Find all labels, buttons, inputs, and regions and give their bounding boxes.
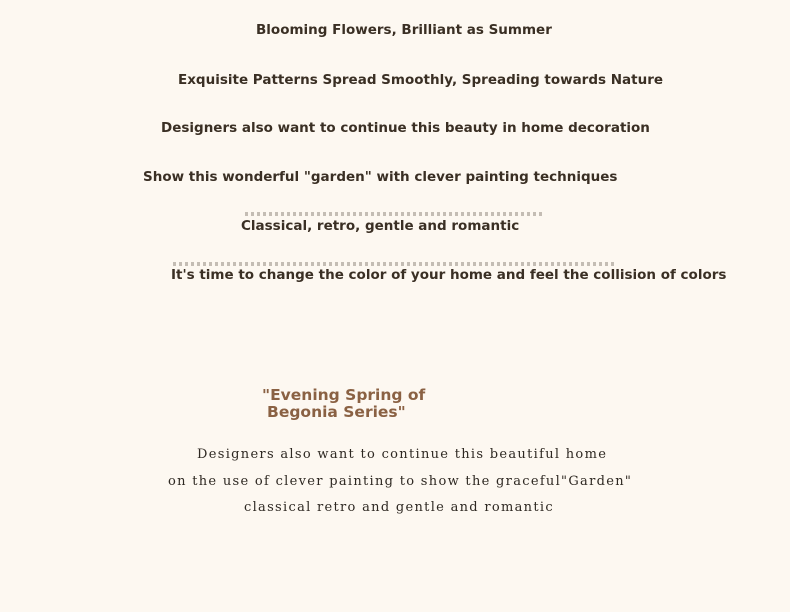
description-line-3: classical retro and gentle and romantic [244,500,554,515]
intro-line-3: Designers also want to continue this beauty in home decoration [161,120,650,136]
series-title-line-1: "Evening Spring of [262,386,426,404]
intro-line-1: Blooming Flowers, Brilliant as Summer [256,22,552,38]
description-line-2: on the use of clever painting to show the graceful"Garden" [168,474,633,489]
series-title [262,387,425,421]
intro-line-4: Show this wonderful "garden" with clever painting techniques [143,169,618,185]
series-title-line-2: Begonia Series" [267,403,406,421]
description-line-1: Designers also want to continue this beautiful home [197,447,608,462]
intro-line-5: Classical, retro, gentle and romantic [241,218,520,234]
intro-line-6: It's time to change the color of your home and feel the collision of colors [171,267,727,283]
compression-artifact [245,212,545,216]
intro-line-2: Exquisite Patterns Spread Smoothly, Spreading towards Nature [178,72,664,88]
compression-artifact [173,262,615,266]
